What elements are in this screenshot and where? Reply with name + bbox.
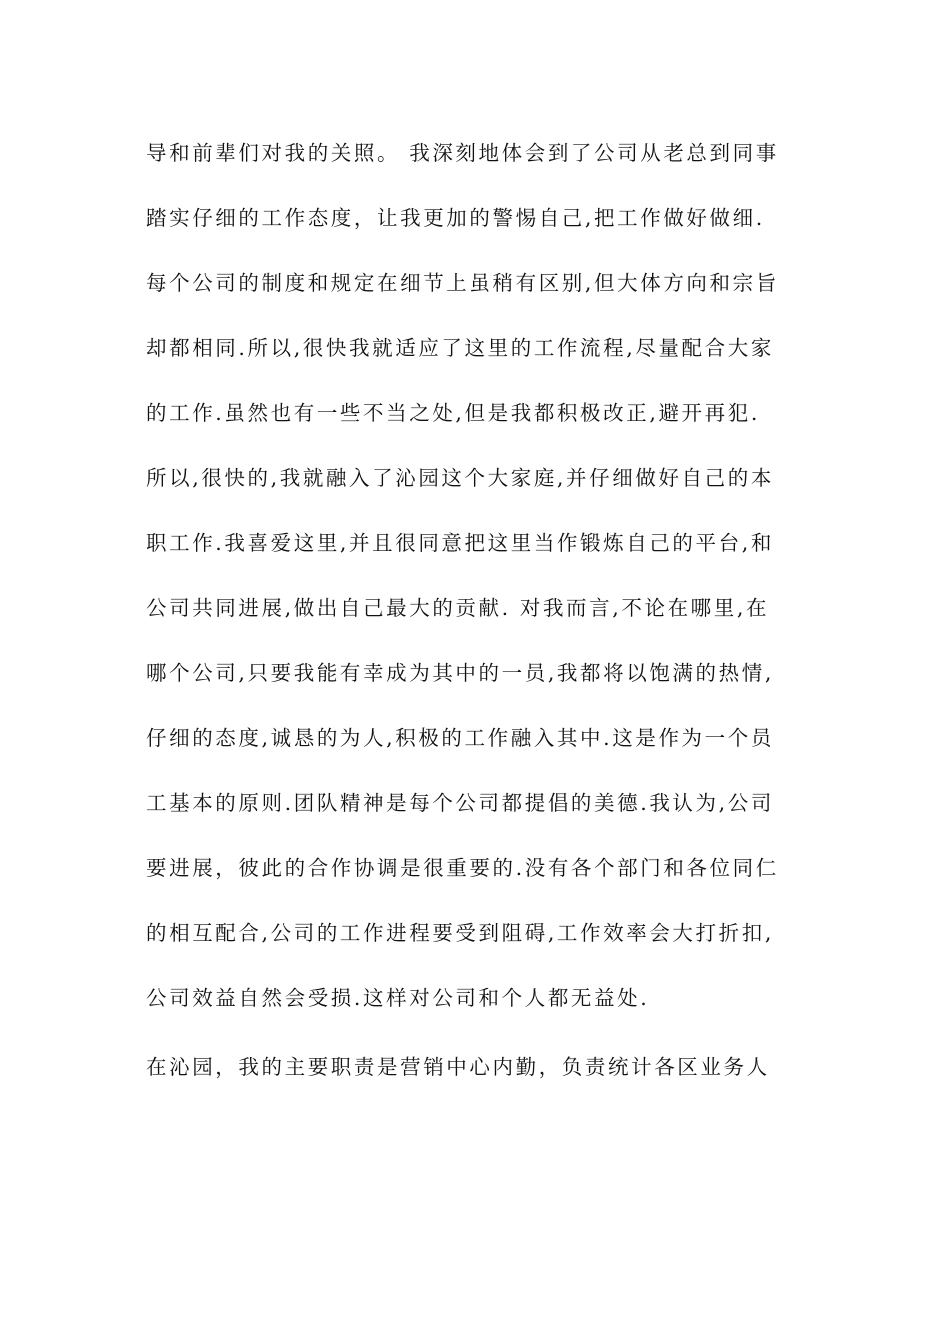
text-line: 职工作.我喜爱这里,并且很同意把这里当作锻炼自己的平台,和 [146, 531, 774, 555]
text-line: 每个公司的制度和规定在细节上虽稍有区别,但大体方向和宗旨 [146, 271, 779, 295]
text-line: 的工作.虽然也有一些不当之处,但是我都积极改正,避开再犯. [146, 401, 760, 425]
text-line: 在沁园，我的主要职责是营销中心内勤，负责统计各区业务人 [146, 1055, 770, 1079]
text-line: 却都相同.所以,很快我就适应了这里的工作流程,尽量配合大家 [146, 336, 774, 360]
body-text [146, 130, 811, 1109]
text-line: 导和前辈们对我的关照。 我深刻地体会到了公司从老总到同事 [146, 141, 779, 165]
text-line: 所以,很快的,我就融入了沁园这个大家庭,并仔细做好自己的本 [146, 466, 774, 490]
text-line: 要进展，彼此的合作协调是很重要的.没有各个部门和各位同仁 [146, 856, 779, 880]
text-line: 仔细的态度,诚恳的为人,积极的工作融入其中.这是作为一个员 [146, 726, 774, 750]
text-line: 工基本的原则.团队精神是每个公司都提倡的美德.我认为,公司 [146, 791, 774, 815]
text-line: 哪个公司,只要我能有幸成为其中的一员,我都将以饱满的热情, [146, 661, 774, 685]
text-line: 的相互配合,公司的工作进程要受到阻碍,工作效率会大打折扣, [146, 921, 774, 945]
text-line: 公司共同进展,做出自己最大的贡献. 对我而言,不论在哪里,在 [146, 596, 770, 620]
text-line: 公司效益自然会受损.这样对公司和个人都无益处. [146, 986, 650, 1010]
text-line: 踏实仔细的工作态度，让我更加的警惕自己,把工作做好做细. [146, 206, 765, 230]
